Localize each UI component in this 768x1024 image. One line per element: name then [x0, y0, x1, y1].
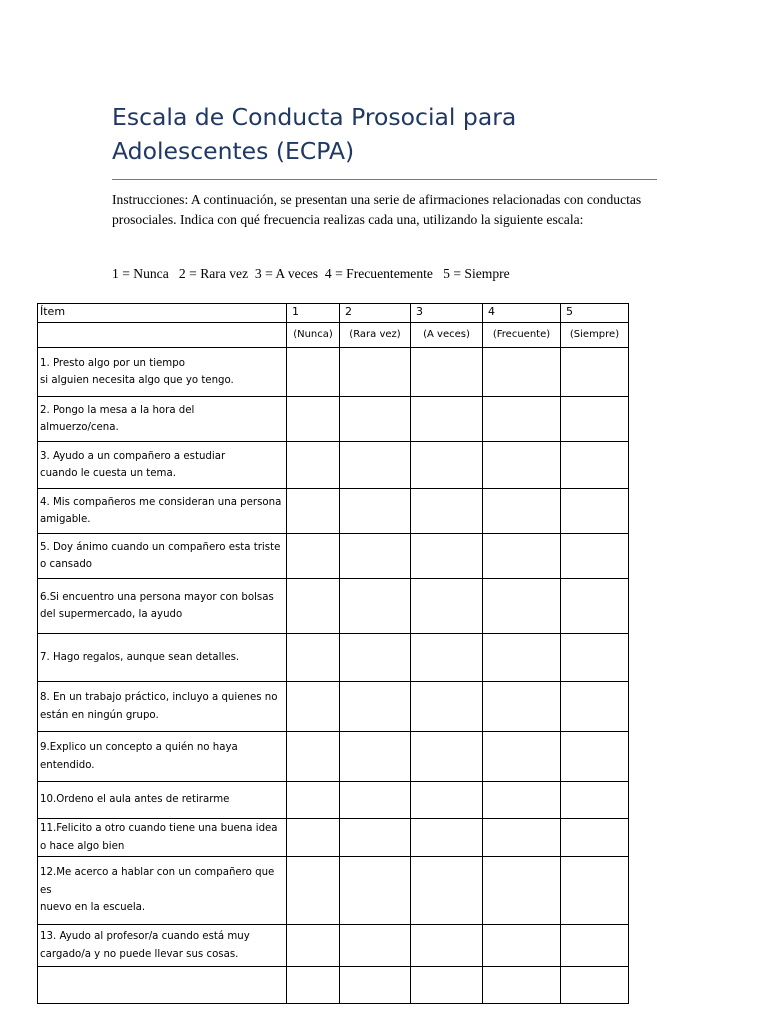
- header-col-number: 5: [561, 304, 629, 323]
- response-cell[interactable]: [561, 682, 629, 732]
- item-statement: [38, 442, 287, 489]
- response-cell[interactable]: [287, 489, 340, 534]
- item-statement: [38, 489, 287, 534]
- item-statement-line: almuerzo/cena.: [40, 422, 119, 433]
- response-cell[interactable]: [340, 925, 411, 967]
- response-cell[interactable]: [411, 397, 483, 442]
- document-title-line: Escala de Conducta Prosocial para: [112, 103, 517, 131]
- header-col-label: (Nunca): [287, 323, 340, 348]
- response-cell[interactable]: [287, 348, 340, 397]
- item-statement: [38, 579, 287, 634]
- response-cell[interactable]: [483, 397, 561, 442]
- response-cell[interactable]: [287, 682, 340, 732]
- response-cell[interactable]: [561, 579, 629, 634]
- response-cell[interactable]: [483, 925, 561, 967]
- response-cell[interactable]: [483, 489, 561, 534]
- item-statement-line: nuevo en la escuela.: [40, 902, 146, 914]
- response-cell[interactable]: [287, 967, 340, 1004]
- response-cell[interactable]: [561, 348, 629, 397]
- response-cell[interactable]: [340, 397, 411, 442]
- response-cell[interactable]: [561, 732, 629, 782]
- response-cell[interactable]: [287, 819, 340, 857]
- response-cell[interactable]: [561, 489, 629, 534]
- item-statement-line: o cansado: [40, 559, 93, 570]
- item-statement-line: 11.Felicito a otro cuando tiene una buena idea: [40, 823, 278, 834]
- response-cell[interactable]: [411, 442, 483, 489]
- item-statement: [38, 732, 287, 782]
- response-cell[interactable]: [561, 967, 629, 1004]
- response-cell[interactable]: [411, 925, 483, 967]
- response-cell[interactable]: [340, 442, 411, 489]
- response-cell[interactable]: [411, 534, 483, 579]
- table-row: [38, 442, 629, 489]
- response-cell[interactable]: [411, 348, 483, 397]
- response-cell[interactable]: [483, 634, 561, 682]
- header-col-number: 2: [340, 304, 411, 323]
- title-underline: [112, 179, 657, 180]
- item-statement: [38, 682, 287, 732]
- item-statement: [38, 348, 287, 397]
- item-statement-line: están en ningún grupo.: [40, 709, 159, 721]
- item-statement-line: 8. En un trabajo práctico, incluyo a quienes no: [40, 692, 278, 703]
- item-statement: [38, 925, 287, 967]
- item-statement-line: entendido.: [40, 759, 95, 771]
- response-cell[interactable]: [340, 857, 411, 925]
- document-title: [112, 100, 672, 168]
- response-cell[interactable]: [340, 489, 411, 534]
- response-cell[interactable]: [287, 925, 340, 967]
- table-subheader-row: [38, 323, 629, 348]
- header-col-label: (A veces): [411, 323, 483, 348]
- response-cell[interactable]: [340, 732, 411, 782]
- item-statement-line: 6.Si encuentro una persona mayor con bolsas: [40, 591, 274, 603]
- item-statement-line: 9.Explico un concepto a quién no haya: [40, 742, 238, 753]
- item-statement: [38, 397, 287, 442]
- response-cell[interactable]: [411, 782, 483, 819]
- item-statement-line: 4. Mis compañeros me consideran una persona: [40, 496, 282, 508]
- response-cell[interactable]: [411, 857, 483, 925]
- item-statement: [38, 967, 287, 1004]
- response-cell[interactable]: [483, 857, 561, 925]
- response-cell[interactable]: [340, 534, 411, 579]
- response-cell[interactable]: [287, 857, 340, 925]
- response-cell[interactable]: [483, 682, 561, 732]
- response-cell[interactable]: [340, 348, 411, 397]
- item-statement: [38, 857, 287, 925]
- response-cell[interactable]: [561, 925, 629, 967]
- response-cell[interactable]: [483, 534, 561, 579]
- response-cell[interactable]: [287, 442, 340, 489]
- item-statement-line: 5. Doy ánimo cuando un compañero esta triste: [40, 541, 281, 553]
- response-cell[interactable]: [561, 782, 629, 819]
- item-statement: [38, 634, 287, 682]
- response-cell[interactable]: [287, 579, 340, 634]
- response-cell[interactable]: [561, 534, 629, 579]
- table-row: [38, 819, 629, 857]
- response-cell[interactable]: [287, 782, 340, 819]
- item-statement-line: 2. Pongo la mesa a la hora del: [40, 404, 195, 416]
- response-cell[interactable]: [340, 634, 411, 682]
- response-cell[interactable]: [561, 857, 629, 925]
- table-row: [38, 967, 629, 1004]
- header-col-label: (Siempre): [561, 323, 629, 348]
- response-cell[interactable]: [340, 682, 411, 732]
- header-col-label: (Rara vez): [340, 323, 411, 348]
- response-cell[interactable]: [483, 782, 561, 819]
- response-cell[interactable]: [483, 442, 561, 489]
- item-statement-line: o hace algo bien: [40, 840, 125, 852]
- item-statement-line: del supermercado, la ayudo: [40, 609, 183, 620]
- table-row: [38, 489, 629, 534]
- response-cell[interactable]: [411, 682, 483, 732]
- response-cell[interactable]: [483, 819, 561, 857]
- response-cell[interactable]: [411, 819, 483, 857]
- item-statement: [38, 819, 287, 857]
- item-statement: [38, 534, 287, 579]
- item-statement-line: 7. Hago regalos, aunque sean detalles.: [40, 651, 240, 663]
- document-title-line: Adolescentes (ECPA): [112, 137, 355, 165]
- table-row: [38, 397, 629, 442]
- item-statement-line: 13. Ayudo al profesor/a cuando está muy: [40, 931, 250, 942]
- header-col-label: (Frecuente): [483, 323, 561, 348]
- item-statement-line: 3. Ayudo a un compañero a estudiar: [40, 450, 226, 462]
- item-statement-line: 12.Me acerco a hablar con un compañero que es: [40, 867, 275, 896]
- instructions-text: Instrucciones: A continuación, se presentan una serie de afirmaciones relacionadas con conductas prosociales. Indica con qué frecuencia realizas cada una, utilizando la siguiente escala:: [112, 192, 642, 227]
- response-cell[interactable]: [340, 819, 411, 857]
- response-cell[interactable]: [411, 489, 483, 534]
- table-row: [38, 634, 629, 682]
- survey-table: [37, 303, 629, 1004]
- response-cell[interactable]: [340, 579, 411, 634]
- response-cell[interactable]: [340, 782, 411, 819]
- response-cell[interactable]: [287, 534, 340, 579]
- response-cell[interactable]: [287, 634, 340, 682]
- item-statement-line: cargado/a y no puede llevar sus cosas.: [40, 948, 239, 960]
- header-col-number: 4: [483, 304, 561, 323]
- table-row: [38, 732, 629, 782]
- response-cell[interactable]: [287, 397, 340, 442]
- table-row: [38, 534, 629, 579]
- response-cell[interactable]: [411, 579, 483, 634]
- header-item: Ítem: [38, 304, 287, 323]
- response-cell[interactable]: [561, 442, 629, 489]
- table-row: [38, 782, 629, 819]
- item-statement-line: cuando le cuesta un tema.: [40, 468, 176, 479]
- response-cell[interactable]: [561, 397, 629, 442]
- table-row: [38, 857, 629, 925]
- response-cell[interactable]: [340, 967, 411, 1004]
- response-cell[interactable]: [483, 732, 561, 782]
- item-statement-line: 10.Ordeno el aula antes de retirarme: [40, 794, 230, 806]
- header-col-number: 1: [287, 304, 340, 323]
- table-header-row: [38, 304, 629, 323]
- response-cell[interactable]: [287, 732, 340, 782]
- response-cell[interactable]: [411, 634, 483, 682]
- response-cell[interactable]: [483, 348, 561, 397]
- table-row: [38, 348, 629, 397]
- table-row: [38, 925, 629, 967]
- table-row: [38, 682, 629, 732]
- item-statement-line: amigable.: [40, 514, 91, 525]
- scale-legend: 1 = Nunca 2 = Rara vez 3 = A veces 4 = Frecuentemente 5 = Siempre: [112, 266, 510, 281]
- response-cell[interactable]: [561, 634, 629, 682]
- response-cell[interactable]: [411, 967, 483, 1004]
- item-statement-line: 1. Presto algo por un tiempo: [40, 357, 185, 369]
- subheader-empty-cell: [38, 323, 287, 348]
- item-statement-line: si alguien necesita algo que yo tengo.: [40, 375, 234, 386]
- response-cell[interactable]: [483, 579, 561, 634]
- item-statement: [38, 782, 287, 819]
- response-cell[interactable]: [411, 732, 483, 782]
- table-row: [38, 579, 629, 634]
- header-col-number: 3: [411, 304, 483, 323]
- response-cell[interactable]: [483, 967, 561, 1004]
- response-cell[interactable]: [561, 819, 629, 857]
